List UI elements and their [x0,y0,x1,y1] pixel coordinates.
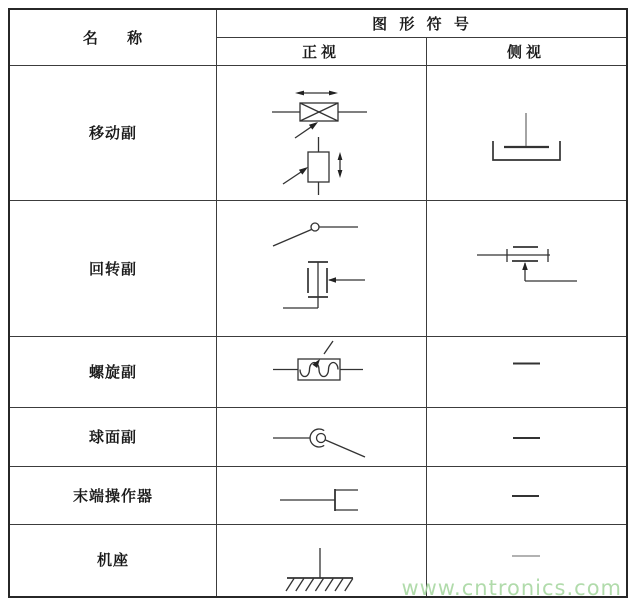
row-name-screw: 螺旋副 [88,363,137,381]
spherical-joint-front-icon [216,407,426,466]
base-ground-front-icon [216,524,426,594]
symbol-table [8,8,628,598]
end-effector-front-icon [216,466,426,524]
prismatic-joint-front-icon [216,65,426,200]
row-name-end-effector: 末端操作器 [72,486,153,505]
row-name-base: 机座 [96,550,129,569]
spherical-joint-side-dash-icon [426,407,626,466]
header-front-view: 正视 [301,42,340,61]
row-name-revolute: 回转副 [88,259,137,278]
screw-joint-side-dash-icon [426,336,626,407]
end-effector-side-dash-icon [426,466,626,524]
revolute-joint-side-icon [426,200,626,336]
header-name-column: 名 称 [82,29,144,47]
watermark: www.cntronics.com [401,576,622,600]
header-side-view: 侧视 [506,42,545,61]
row-name-spherical: 球面副 [88,428,137,446]
row-name-prismatic: 移动副 [88,124,137,142]
revolute-joint-front-icon [216,200,426,336]
prismatic-joint-side-icon [426,65,626,200]
header-symbol-group: 图 形 符 号 [372,15,470,33]
screw-joint-front-icon [216,336,426,407]
